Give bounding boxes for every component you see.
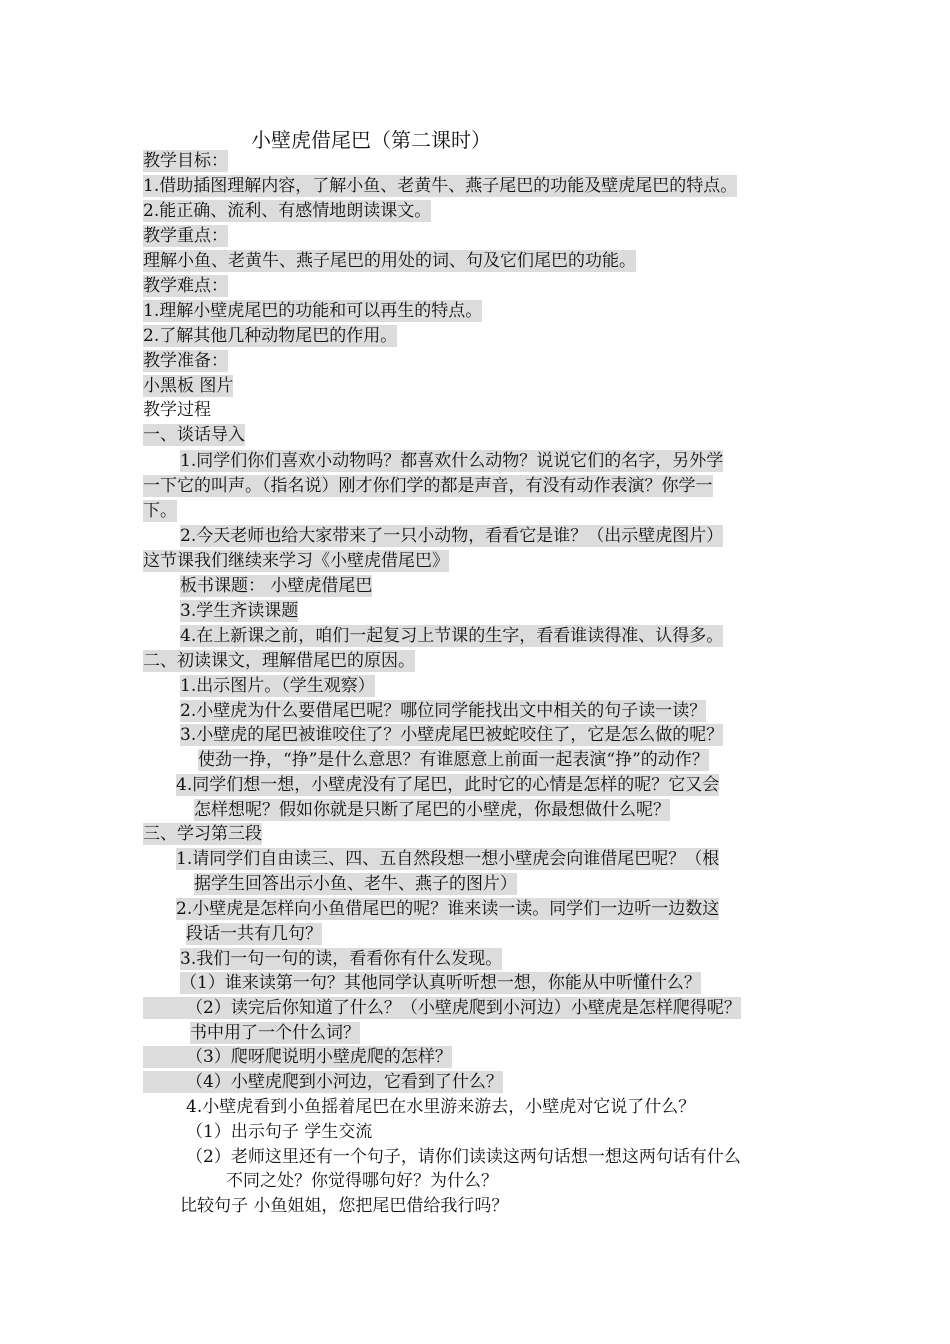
paragraph-line: 一下它的叫声。（指名说）刚才你们学的都是声音，有没有动作表演？你学一 [143,476,713,496]
paragraph-line: 3.学生齐读课题 [180,601,299,621]
paragraph-line: （2）读完后你知道了什么？（小壁虎爬到小河边）小壁虎是怎样爬得呢？ [143,997,741,1019]
key-point-text: 理解小鱼、老黄牛、燕子尾巴的用处的词、句及它们尾巴的功能。 [143,251,636,271]
paragraph-line: 3.我们一句一句的读，看看你有什么发现。 [180,949,503,969]
paragraph-line: 段话一共有几句？ [186,924,322,944]
preparation-text: 小黑板 图片 [143,376,234,396]
heading-preparation: 教学准备： [143,351,228,371]
paragraph-line: 2.小壁虎是怎样向小鱼借尾巴的呢？谁来读一读。同学们一边听一边数这 [176,899,720,919]
heading-key-points: 教学重点： [143,226,228,246]
paragraph-line: 2.小壁虎为什么要借尾巴呢？哪位同学能找出文中相关的句子读一读？ [180,701,707,721]
paragraph-line: 4.小壁虎看到小鱼摇着尾巴在水里游来游去，小壁虎对它说了什么？ [186,1097,696,1117]
paragraph-line: 1.请同学们自由读三、四、五自然段想一想小壁虎会向谁借尾巴呢？（根 [176,849,720,869]
difficulty-1: 1.理解小壁虎尾巴的功能和可以再生的特点。 [143,301,483,321]
paragraph-line: （3）爬呀爬说明小壁虎爬的怎样？ [143,1046,452,1068]
paragraph-line: 使劲一挣，“挣”是什么意思？有谁愿意上前面一起表演“挣”的动作？ [198,750,709,770]
paragraph-line: 据学生回答出示小鱼、老牛、燕子的图片） [194,874,517,894]
paragraph-line: 板书课题： 小壁虎借尾巴 [180,576,373,596]
heading-difficulties: 教学难点： [143,276,228,296]
heading-process: 教学过程 [143,400,211,420]
paragraph-line: （1）谁来读第一句？其他同学认真听听想一想，你能从中听懂什么？ [180,973,701,993]
difficulty-2: 2.了解其他几种动物尾巴的作用。 [143,326,398,346]
section-2-heading: 二、初读课文，理解借尾巴的原因。 [143,651,415,671]
document-title: 小壁虎借尾巴（第二课时） [251,128,491,152]
paragraph-line: （2）老师这里还有一个句子，请你们读读这两句话想一想这两句话有什么 [186,1147,741,1167]
paragraph-line: 4.同学们想一想，小壁虎没有了尾巴，此时它的心情是怎样的呢？它又会 [176,775,720,795]
paragraph-line: 1.出示图片。（学生观察） [180,676,375,696]
paragraph-line: 书中用了一个什么词？ [190,1023,360,1043]
paragraph-line: 比较句子 小鱼姐姐，您把尾巴借给我行吗？ [180,1196,509,1216]
paragraph-line: 下。 [143,501,177,521]
paragraph-line: 不同之处？你觉得哪句好？为什么？ [226,1171,498,1191]
paragraph-line: 3.小壁虎的尾巴被谁咬住了？小壁虎尾巴被蛇咬住了，它是怎么做的呢？ [180,725,724,745]
objective-2: 2.能正确、流利、有感情地朗读课文。 [143,201,432,221]
paragraph-line: 怎样想呢？假如你就是只断了尾巴的小壁虎，你最想做什么呢？ [194,800,670,820]
paragraph-line: 这节课我们继续来学习《小壁虎借尾巴》 [143,551,449,571]
paragraph-line: （4）小壁虎爬到小河边，它看到了什么？ [143,1071,503,1093]
heading-objectives: 教学目标： [143,151,228,171]
paragraph-line: （1）出示句子 学生交流 [186,1122,373,1142]
section-1-heading: 一、谈话导入 [143,425,245,445]
paragraph-line: 4.在上新课之前，咱们一起复习上节课的生字，看看谁读得准、认得多。 [180,626,724,646]
paragraph-line: 2.今天老师也给大家带来了一只小动物，看看它是谁？（出示壁虎图片） [180,526,724,546]
paragraph-line: 1.同学们你们喜欢小动物吗？都喜欢什么动物？说说它们的名字，另外学 [180,451,724,471]
section-3-heading: 三、学习第三段 [143,824,262,844]
objective-1: 1.借助插图理解内容，了解小鱼、老黄牛、燕子尾巴的功能及壁虎尾巴的特点。 [143,176,738,196]
